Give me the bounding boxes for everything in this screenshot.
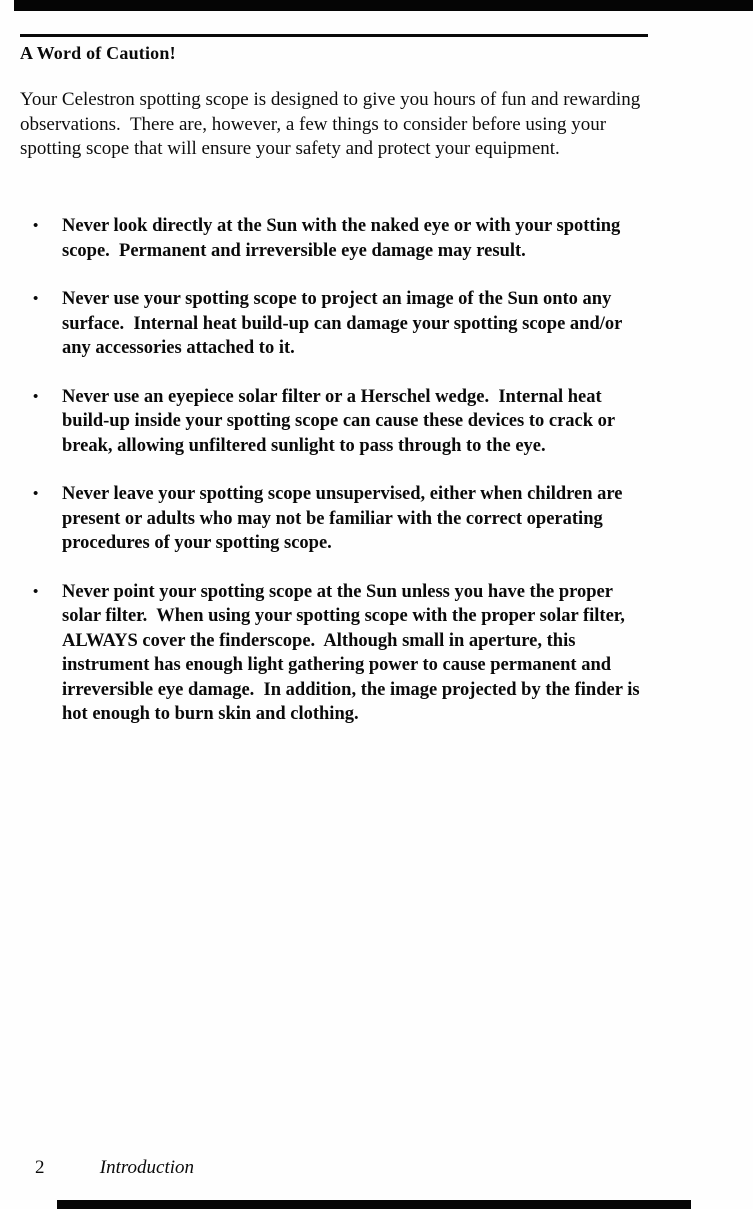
bullet-icon: •: [33, 291, 39, 307]
list-item-text: Never look directly at the Sun with the naked eye or with your spotting scope. Permanent and irreversible eye damage may result.: [62, 216, 625, 261]
section-heading: A Word of Caution!: [20, 43, 176, 63]
caution-list: [20, 214, 652, 751]
list-item: [20, 214, 652, 263]
page-footer: [35, 1156, 194, 1180]
list-item-text: Never use an eyepiece solar filter or a Herschel wedge. Internal heat build-up inside your spotting scope can cause these devices to crack or break, allowing unfiltered sunlight to pass through to the eye.: [62, 386, 620, 456]
list-item: [20, 287, 652, 361]
list-item: [20, 580, 652, 727]
intro-paragraph: Your Celestron spotting scope is designed to give you hours of fun and rewarding observations. There are, however, a few things to consider before using your spotting scope that will ensure your safety and protect your equipment.: [20, 89, 645, 159]
bullet-icon: •: [33, 583, 39, 600]
page-number: 2: [35, 1157, 45, 1178]
list-item-text: Never point your spotting scope at the Sun unless you have the proper solar filter. When using your spotting scope with the proper solar filter, ALWAYS cover the finderscope. Although small in aperture, this instrument has enough light gathering power to cause permanent and irreversible eye damage. In addition, the image projected by the finder is hot enough to burn skin and clothing.: [62, 581, 645, 724]
header-rule: [20, 34, 648, 37]
list-item: [20, 482, 652, 556]
list-item: [20, 385, 652, 459]
scan-edge-top: [14, 0, 753, 11]
list-item-text: Never leave your spotting scope unsupervised, either when children are present or adults who may not be familiar with the correct operating procedures of your spotting scope.: [62, 484, 628, 553]
scan-edge-bottom: [57, 1200, 691, 1209]
list-item-text: Never use your spotting scope to project an image of the Sun onto any surface. Internal heat build-up can damage your spotting scope and/or any accessories attached to it.: [62, 289, 627, 358]
footer-section-title: Introduction: [99, 1157, 195, 1178]
bullet-icon: •: [33, 486, 39, 502]
bullet-icon: •: [33, 218, 39, 234]
bullet-icon: •: [33, 388, 39, 405]
